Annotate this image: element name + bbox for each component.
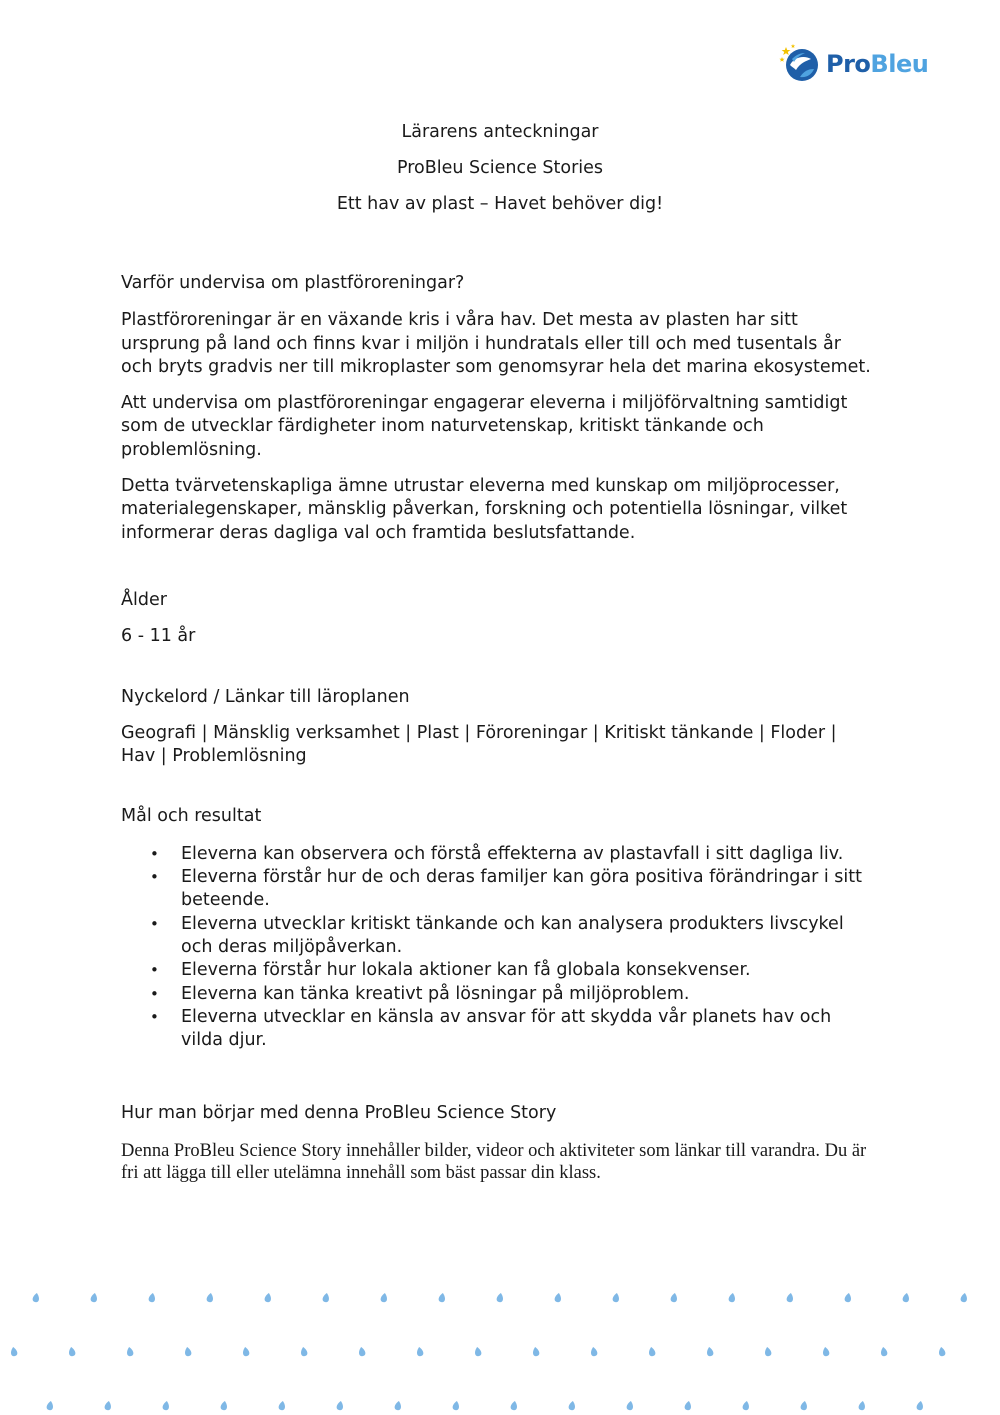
section-age [121,589,871,649]
list-item [150,959,871,982]
water-droplet-icon [300,1346,308,1356]
water-droplet-icon [242,1346,250,1356]
section-heading-start: Hur man börjar med denna ProBleu Science Story [121,1103,557,1124]
water-droplet-icon [800,1400,808,1410]
water-droplet-icon [148,1292,156,1302]
water-droplet-icon [126,1346,134,1356]
water-droplet-icon [626,1400,634,1410]
document-content [121,272,871,1184]
wordmark-bleu: Bleu [870,50,929,78]
water-droplet-icon [786,1292,794,1302]
bullet-icon: • [150,961,159,980]
water-droplet-icon [184,1346,192,1356]
water-droplet-icon [438,1292,446,1302]
water-droplet-icon [278,1400,286,1410]
probleu-logo [778,44,928,84]
list-item [150,1006,871,1053]
water-droplet-icon [858,1400,866,1410]
water-droplet-icon [90,1292,98,1302]
header-line-2: ProBleu Science Stories [396,158,604,178]
paragraph-start: Denna ProBleu Science Story innehåller bilder, videor och aktiviteter som länkar till varandra. Du är fri att lägga till eller utelämna innehåll som bäst passar din klass. [121,1140,867,1183]
goal-text: Eleverna förstår hur lokala aktioner kan få globala konsekvenser. [181,960,751,981]
water-droplet-icon [590,1346,598,1356]
bullet-icon: • [150,844,159,863]
water-droplet-icon [220,1400,228,1410]
bullet-icon: • [150,984,159,1003]
goal-text: Eleverna förstår hur de och deras familjer kan göra positiva förändringar i sitt beteende. [181,867,862,911]
water-droplet-icon [938,1346,946,1356]
water-droplet-icon [322,1292,330,1302]
goal-text: Eleverna utvecklar kritiskt tänkande och kan analysera produkters livscykel och deras miljöpåverkan. [181,913,844,957]
water-droplet-icon [742,1400,750,1410]
water-droplet-icon [452,1400,460,1410]
water-droplet-icon [46,1400,54,1410]
water-droplet-icon [728,1292,736,1302]
list-item [150,843,871,866]
section-heading-age: Ålder [121,589,167,610]
water-droplet-icon [264,1292,272,1302]
paragraph-why-1: Plastföroreningar är en växande kris i våra hav. Det mesta av plasten har sitt ursprung på land och finns kvar i miljön i hundratals eller till och med tusentals år och bryts gradvis ner till mikroplaster som genomsyrar hela det marina ekosystemet. [121,310,871,377]
paragraph-why-2: Att undervisa om plastföroreningar engagerar eleverna i miljöförvaltning samtidigt som de utvecklar färdigheter inom naturvetenskap, kritiskt tänkande och problemlösning. [121,393,848,460]
droplet-pattern [0,1280,1000,1415]
keywords-value: Geografi | Mänsklig verksamhet | Plast | Föroreningar | Kritiskt tänkande | Floder | Hav | Problemlösning [121,722,837,767]
water-droplet-icon [706,1346,714,1356]
water-droplet-icon [684,1400,692,1410]
goal-text: Eleverna kan observera och förstå effekterna av plastavfall i sitt dagliga liv. [181,843,844,864]
water-droplet-icon [10,1346,18,1356]
bullet-icon: • [150,868,159,887]
section-heading-goals: Mål och resultat [121,806,262,827]
water-droplet-icon [568,1400,576,1410]
goals-list [121,843,871,1053]
document-header [0,120,1000,228]
list-item [150,983,871,1006]
water-droplet-icon [960,1292,968,1302]
water-droplet-icon [32,1292,40,1302]
water-droplet-icon [380,1292,388,1302]
water-droplet-icon [554,1292,562,1302]
goal-text: Eleverna kan tänka kreativt på lösningar på miljöproblem. [181,983,690,1004]
water-droplet-icon [206,1292,214,1302]
section-start [121,1102,871,1183]
water-droplet-icon [880,1346,888,1356]
probleu-wordmark [826,44,928,84]
water-droplet-icon [902,1292,910,1302]
water-droplet-icon [358,1346,366,1356]
water-droplet-icon [648,1346,656,1356]
water-droplet-icon [844,1292,852,1302]
water-droplet-icon [162,1400,170,1410]
water-droplet-icon [510,1400,518,1410]
water-droplet-icon [496,1292,504,1302]
probleu-logo-icon [778,43,820,85]
water-droplet-icon [612,1292,620,1302]
section-heading-keywords: Nyckelord / Länkar till läroplanen [121,686,410,707]
section-heading-why: Varför undervisa om plastföroreningar? [121,273,465,293]
water-droplet-icon [394,1400,402,1410]
wordmark-pro: Pro [826,50,871,78]
section-why [121,272,871,545]
section-goals [121,805,871,1052]
water-droplet-icon [822,1346,830,1356]
list-item [150,913,871,960]
list-item [150,866,871,913]
section-keywords [121,686,871,769]
water-droplet-icon [474,1346,482,1356]
water-droplet-icon [532,1346,540,1356]
bullet-icon: • [150,1007,159,1026]
water-droplet-icon [916,1400,924,1410]
header-line-1: Lärarens anteckningar [401,122,599,142]
water-droplet-icon [104,1400,112,1410]
water-droplet-icon [68,1346,76,1356]
paragraph-why-3: Detta tvärvetenskapliga ämne utrustar eleverna med kunskap om miljöprocesser, materialegenskaper, mänsklig påverkan, forskning och potentiella lösningar, vilket informerar deras dagliga val och framtida beslutsfattande. [121,476,848,543]
goal-text: Eleverna utvecklar en känsla av ansvar för att skydda vår planets hav och vilda djur. [181,1006,832,1051]
water-droplet-icon [764,1346,772,1356]
bullet-icon: • [150,914,159,933]
age-value: 6 - 11 år [121,626,196,647]
water-droplet-icon [670,1292,678,1302]
water-droplet-icon [416,1346,424,1356]
header-line-3: Ett hav av plast – Havet behöver dig! [336,194,664,214]
water-droplet-icon [336,1400,344,1410]
